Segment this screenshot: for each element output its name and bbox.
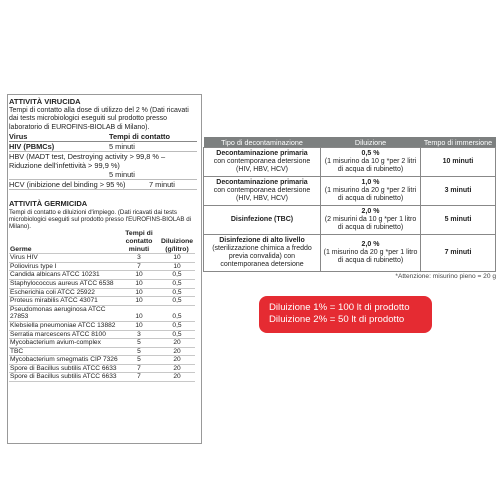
germicida-cell-diluizione: 0,5	[159, 305, 195, 321]
diluizione-value: 2,0 %	[361, 208, 380, 215]
diluizione-detail: (1 misurino da 20 g *per 1 litro di acqua di rubinetto)	[323, 249, 418, 264]
diluizione-detail: (1 misurino da 20 g *per 2 litri di acqua di rubinetto)	[324, 187, 417, 202]
decontamination-row	[204, 148, 496, 177]
tempi-column-header: Tempi di contatto	[109, 132, 171, 142]
germicida-cell-minuti: 10	[119, 271, 159, 280]
germicida-row	[9, 321, 195, 330]
tempo-cell: 10 minuti	[421, 148, 496, 177]
diluizione-value: 0,5 %	[361, 150, 380, 157]
diluizione-cell	[321, 206, 421, 235]
tipo-cell	[204, 148, 321, 177]
diluizione-value: 1,0 %	[361, 179, 380, 186]
diluizione-value: 2,0 %	[361, 241, 380, 248]
germicida-row	[9, 347, 195, 356]
decontamination-row	[204, 177, 496, 206]
germicida-row	[9, 254, 195, 263]
germicida-title: ATTIVITÀ GERMICIDA	[9, 199, 88, 209]
tipo-subtitle: con contemporanea detersione (HIV, HBV, HCV)	[213, 158, 311, 173]
germicida-cell-minuti: 7	[119, 262, 159, 271]
virucida-header	[9, 132, 197, 142]
germicida-row	[9, 279, 195, 288]
tipo-title: Decontaminazione primaria	[216, 179, 308, 186]
tipo-cell	[204, 235, 321, 272]
tempo-cell: 3 minuti	[421, 177, 496, 206]
germicida-cell-diluizione: 20	[159, 356, 195, 365]
decontamination-row	[204, 206, 496, 235]
germicida-cell-germe: Poliovirus type I	[9, 262, 119, 271]
germicida-cell-minuti: 5	[119, 356, 159, 365]
virucida-row	[9, 152, 197, 180]
germicida-cell-germe: Staphylococcus aureus ATCC 6538	[9, 279, 119, 288]
germicida-cell-diluizione: 0,5	[159, 297, 195, 306]
germicida-cell-minuti: 7	[119, 364, 159, 373]
virucida-row	[9, 142, 197, 152]
germicida-cell-germe: Candida albicans ATCC 10231	[9, 271, 119, 280]
germicida-cell-minuti: 10	[119, 305, 159, 321]
germicida-cell-diluizione: 0,5	[159, 271, 195, 280]
germicida-cell-minuti: 3	[119, 330, 159, 339]
germicida-cell-minuti: 10	[119, 297, 159, 306]
virus-tempo: 7 minuti	[149, 180, 175, 190]
virus-tempo: 5 minuti	[109, 170, 135, 180]
tempi-column-header: Tempi di contatto minuti	[119, 230, 159, 253]
diluizione-cell	[321, 177, 421, 206]
virus-column-header: Virus	[9, 132, 28, 142]
germicida-cell-germe: Mycobacterium avium-complex	[9, 339, 119, 348]
germicida-row	[9, 297, 195, 306]
germicida-cell-germe: Serratia marcescens ATCC 8100	[9, 330, 119, 339]
tempo-column-header: Tempo di immersione	[421, 137, 496, 148]
left-panel	[9, 98, 197, 382]
virus-tempo: 5 minuti	[109, 142, 135, 152]
dilution-badge	[259, 296, 432, 333]
tipo-cell	[204, 177, 321, 206]
tipo-title: Decontaminazione primaria	[216, 150, 308, 157]
germicida-cell-diluizione: 20	[159, 347, 195, 356]
badge-line: Diluizione 2% = 50 lt di prodotto	[269, 314, 405, 325]
germicida-cell-diluizione: 0,5	[159, 321, 195, 330]
germicida-row	[9, 339, 195, 348]
germicida-row	[9, 364, 195, 373]
germicida-row	[9, 288, 195, 297]
germicida-cell-germe: TBC	[9, 347, 119, 356]
germicida-cell-diluizione: 20	[159, 364, 195, 373]
germicida-cell-germe: Virus HIV	[9, 254, 119, 263]
germicida-description: Tempi di contatto e diluizioni d'impiego. (Dati ricavati dai tests microbiologici eseguiti sul prodotto presso l'EUROFINS-BIOLAB di Milano).	[9, 208, 192, 231]
germicida-row	[9, 262, 195, 271]
virus-name: HIV (PBMCs)	[9, 142, 55, 152]
tipo-cell	[204, 206, 321, 235]
germicida-cell-diluizione: 20	[159, 373, 195, 382]
diluizione-detail: (2 misurini da 10 g *per 1 litro di acqua di rubinetto)	[324, 216, 417, 231]
diluizione-column-header: Diluizione (g/litro)	[159, 230, 195, 253]
germicida-cell-diluizione: 10	[159, 254, 195, 263]
germe-column-header: Germe	[9, 230, 119, 253]
germicida-cell-minuti: 5	[119, 339, 159, 348]
germicida-cell-germe: Escherichia coli ATCC 25922	[9, 288, 119, 297]
germicida-cell-diluizione: 0,5	[159, 288, 195, 297]
germicida-cell-germe: Proteus mirabilis ATCC 43071	[9, 297, 119, 306]
tipo-title: Disinfezione (TBC)	[230, 216, 294, 223]
germicida-table	[9, 230, 195, 382]
diluizione-cell	[321, 235, 421, 272]
germicida-cell-diluizione: 0,5	[159, 330, 195, 339]
germicida-cell-minuti: 10	[119, 288, 159, 297]
decontamination-panel	[203, 137, 496, 280]
germicida-cell-minuti: 10	[119, 321, 159, 330]
virucida-description: Tempi di contatto alla dose di utilizzo del 2 % (Dati ricavati dai tests microbiologici eseguiti sul prodotto presso laboratorio di EUROFINS-BIOLAB di Milano).	[9, 106, 189, 131]
decontamination-row	[204, 235, 496, 272]
germicida-header	[9, 230, 195, 253]
germicida-cell-minuti: 3	[119, 254, 159, 263]
decontamination-header	[204, 137, 496, 148]
virus-name: HCV (inibizione del binding > 95 %)	[9, 180, 126, 190]
germicida-cell-germe: Mycobacterium smegmatis CIP 7326	[10, 356, 118, 364]
germicida-cell-minuti: 7	[119, 373, 159, 382]
badge-line: Diluizione 1% = 100 lt di prodotto	[269, 302, 410, 313]
germicida-cell-minuti: 10	[119, 279, 159, 288]
tipo-subtitle: con contemporanea detersione (HIV, HBV, HCV)	[213, 187, 311, 202]
germicida-cell-diluizione: 0,5	[159, 279, 195, 288]
decontamination-table	[203, 137, 496, 272]
virus-name: HBV (MADT test, Destroying activity > 99,8 % – Riduzione dell'infettività > 99,9 %)	[9, 152, 166, 171]
germicida-cell-diluizione: 20	[159, 339, 195, 348]
tipo-column-header: Tipo di decontaminazione	[204, 137, 321, 148]
germicida-cell-germe: Klebsiella pneumoniae ATCC 13882	[9, 321, 119, 330]
diluizione-detail: (1 misurino da 10 g *per 2 litri di acqua di rubinetto)	[324, 158, 417, 173]
tipo-subtitle: (sterilizzazione chimica a freddo previa convalida) con contemporanea detersione	[212, 245, 312, 268]
germicida-row	[9, 373, 195, 382]
tipo-title: Disinfezione di alto livello	[219, 237, 305, 244]
virucida-row	[9, 180, 197, 190]
diluizione-column-header: Diluizione	[321, 137, 421, 148]
germicida-cell-germe: Spore di Bacillus subtilis ATCC 6633	[9, 373, 119, 382]
germicida-row	[9, 305, 195, 321]
attention-note: *Attenzione: misurino pieno = 20 g	[395, 273, 496, 280]
germicida-row	[9, 330, 195, 339]
germicida-cell-minuti: 5	[119, 347, 159, 356]
germicida-cell-germe: Spore di Bacillus subtilis ATCC 6633	[9, 364, 119, 373]
germicida-cell-diluizione: 10	[159, 262, 195, 271]
germicida-row	[9, 271, 195, 280]
germicida-row	[9, 356, 195, 365]
tempo-cell: 7 minuti	[421, 235, 496, 272]
diluizione-cell	[321, 148, 421, 177]
germicida-cell-germe: Pseudomonas aeruginosa ATCC 27853	[9, 305, 119, 321]
tempo-cell: 5 minuti	[421, 206, 496, 235]
virucida-title: ATTIVITÀ VIRUCIDA	[9, 97, 81, 106]
